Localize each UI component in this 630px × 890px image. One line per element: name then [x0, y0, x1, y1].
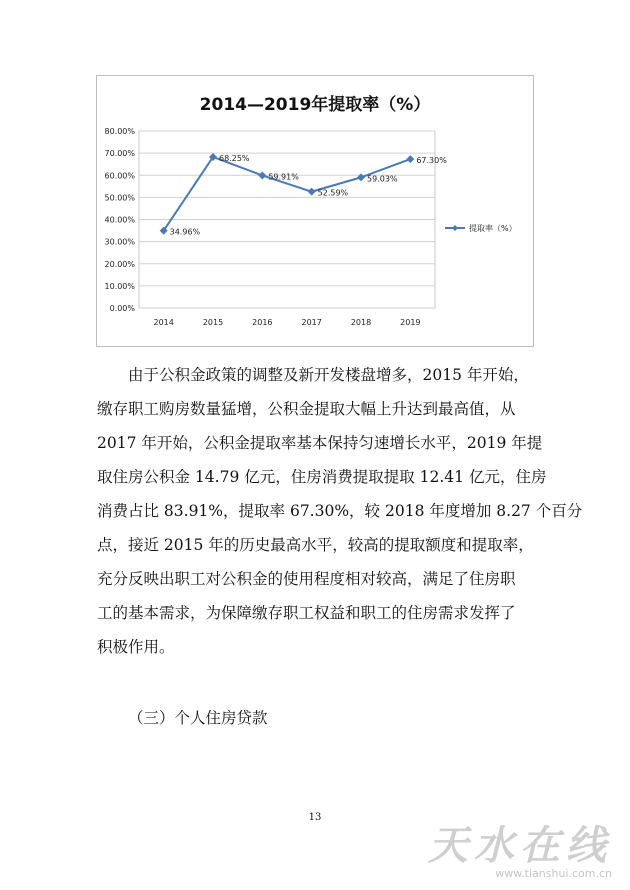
y-tick-label: 70.00%	[104, 149, 135, 159]
paragraph-line: 充分反映出职工对公积金的使用程度相对较高，满足了住房职	[97, 570, 516, 588]
chart	[96, 75, 534, 347]
x-tick-label: 2018	[350, 318, 372, 327]
data-label: 67.30%	[416, 156, 447, 166]
y-tick-label: 80.00%	[104, 127, 135, 136]
paragraph-line: 消费占比 83.91%，提取率 67.30%，较 2018 年度增加 8.27 个百分	[97, 502, 583, 520]
y-tick-label: 30.00%	[104, 237, 135, 247]
paragraph-line: 取住房公积金 14.79 亿元，住房消费提取提取 12.41 亿元，住房	[97, 468, 547, 486]
chart-title: 2014—2019年提取率（%）	[199, 95, 431, 115]
chart-svg	[97, 76, 533, 346]
paragraph-line: 点，接近 2015 年的历史最高水平，较高的提取额度和提取率，	[97, 536, 534, 554]
watermark-text: 天水在线	[428, 823, 612, 869]
x-tick-label: 2017	[301, 318, 322, 327]
watermark-url: www.tianshui.com.cn	[495, 867, 612, 880]
watermark	[428, 814, 612, 880]
x-tick-label: 2015	[202, 318, 224, 327]
y-tick-label: 40.00%	[104, 215, 135, 225]
y-tick-label: 50.00%	[104, 193, 135, 203]
x-tick-label: 2019	[400, 318, 421, 327]
section-heading: （三）个人住房贷款	[128, 709, 268, 727]
y-tick-label: 10.00%	[104, 281, 135, 291]
data-label: 34.96%	[169, 227, 201, 237]
page-number: 13	[308, 812, 322, 823]
y-tick-label: 20.00%	[104, 259, 135, 269]
data-point	[406, 155, 414, 163]
data-label: 68.25%	[219, 153, 250, 163]
legend-label: 提取率（%）	[469, 224, 517, 233]
x-tick-label: 2016	[252, 318, 273, 327]
data-point	[258, 171, 266, 179]
paragraph-line: 积极作用。	[97, 638, 175, 656]
data-label: 52.59%	[317, 188, 349, 198]
data-point	[308, 188, 316, 196]
data-label: 59.03%	[367, 174, 398, 184]
paragraph-line: 工的基本需求，为保障缴存职工权益和职工的住房需求发挥了	[97, 604, 516, 622]
body-paragraph	[97, 358, 583, 664]
legend-marker	[452, 225, 458, 231]
data-label: 59.91%	[268, 172, 299, 182]
data-point	[357, 173, 365, 181]
x-tick-label: 2014	[153, 318, 174, 327]
paragraph-line: 2017 年开始，公积金提取率基本保持匀速增长水平，2019 年提	[97, 434, 543, 452]
y-tick-label: 0.00%	[109, 304, 135, 313]
paragraph-line: 缴存职工购房数量猛增，公积金提取大幅上升达到最高值，从	[97, 400, 516, 418]
paragraph-line: 由于公积金政策的调整及新开发楼盘增多，2015 年开始，	[128, 366, 529, 384]
y-tick-label: 60.00%	[104, 171, 135, 181]
